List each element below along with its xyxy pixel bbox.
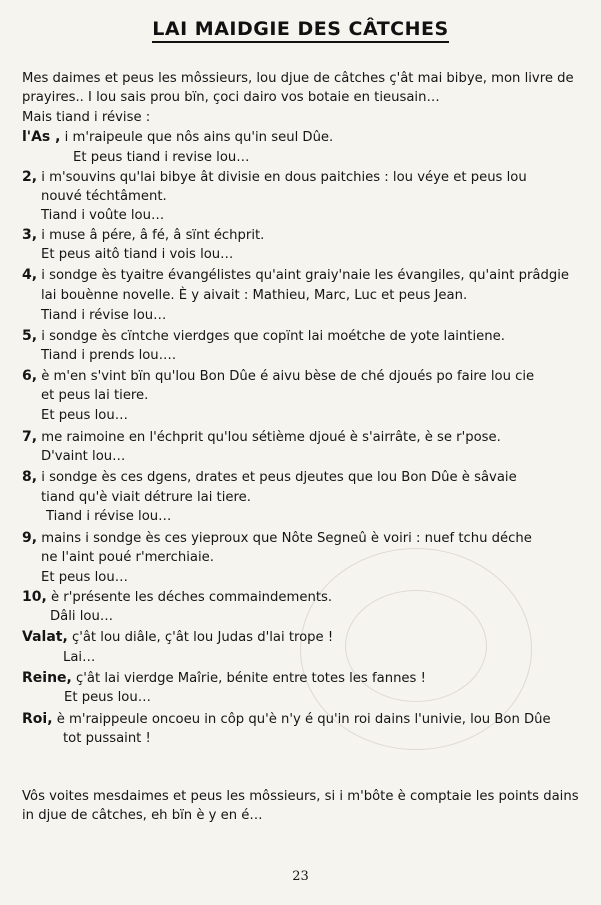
card-text: mains i sondge ès ces yieproux que Nôte Segneû è voiri : nuef tchu déche bbox=[37, 531, 532, 546]
card-continuation: lai bouènne novelle. È y aivait : Mathieu, Marc, Luc et peus Jean. bbox=[41, 288, 468, 303]
page-number: 23 bbox=[292, 869, 309, 884]
card-label: 8, bbox=[22, 469, 38, 485]
card-item-3 bbox=[22, 226, 264, 245]
page-title: LAI MAIDGIE DES CÂTCHES bbox=[0, 18, 601, 40]
card-continuation: tiand qu'è viait détrure lai tiere. bbox=[41, 490, 251, 505]
card-item-2 bbox=[22, 168, 527, 187]
card-follow: Et peus lou… bbox=[64, 690, 151, 705]
card-text: i m'souvins qu'lai bibye ât divisie en dous paitchies : lou véye et peus lou bbox=[37, 170, 527, 185]
card-text: ç'ât lai vierdge Maîrie, bénite entre totes les fannes ! bbox=[71, 671, 426, 686]
card-item-7 bbox=[22, 428, 501, 447]
card-item-as: l'As , i m'raipeule que nôs ains qu'in seul Dûe. bbox=[22, 129, 334, 145]
card-follow: Tiand i prends lou…. bbox=[41, 348, 177, 363]
card-item-roi bbox=[22, 710, 551, 729]
card-follow: D'vaint lou… bbox=[41, 449, 126, 464]
card-item-valat bbox=[22, 628, 333, 647]
card-continuation: et peus lai tiere. bbox=[41, 388, 149, 403]
card-follow: Et peus lou… bbox=[41, 408, 128, 423]
card-follow: Et peus lou… bbox=[41, 570, 128, 585]
card-label: 7, bbox=[22, 429, 38, 445]
card-text: i sondge ès cïntche vierdges que copïnt lai moétche de yote laintiene. bbox=[37, 329, 505, 344]
card-follow: Tiand i révise lou… bbox=[41, 308, 167, 323]
card-label: 9, bbox=[22, 530, 38, 546]
lead-line: Mais tiand i révise : bbox=[22, 110, 151, 125]
card-text: ç'ât lou diâle, ç'ât lou Judas d'lai trope ! bbox=[67, 630, 334, 645]
card-item-10 bbox=[22, 588, 332, 607]
card-item-4 bbox=[22, 266, 569, 285]
card-continuation: tot pussaint ! bbox=[63, 731, 151, 746]
card-follow: Tiand i voûte lou… bbox=[41, 208, 165, 223]
card-item-5 bbox=[22, 327, 505, 346]
card-label: Reine, bbox=[22, 670, 72, 686]
card-text: i sondge ès tyaitre évangélistes qu'aint graiy'naie les évangiles, qu'aint prâdgie bbox=[37, 268, 570, 283]
card-item-reine bbox=[22, 669, 426, 688]
card-text: me raimoine en l'échprit qu'lou sétième djoué è s'airrâte, è se r'pose. bbox=[37, 430, 501, 445]
card-label: 5, bbox=[22, 328, 38, 344]
card-label: l'As bbox=[22, 129, 51, 145]
card-item-8 bbox=[22, 468, 517, 487]
card-text: i muse â pére, â fé, â sïnt échprit. bbox=[37, 228, 265, 243]
card-follow: Et peus aitô tiand i vois lou… bbox=[41, 247, 234, 262]
closing-paragraph: Vôs voites mesdaimes et peus les môssieurs, si i m'bôte è comptaie les points dains in djue de câtches, eh bïn è y en é… bbox=[22, 789, 579, 823]
intro-paragraph: Mes daimes et peus les môssieurs, lou djue de câtches ç'ât mai bibye, mon livre de prayires.. I lou sais prou bïn, çoci dairo vos botaie en tieusain… bbox=[22, 71, 574, 105]
card-text: è m'en s'vint bïn qu'lou Bon Dûe é aivu bèse de ché djoués po faire lou cie bbox=[37, 369, 535, 384]
card-label: Roi, bbox=[22, 711, 53, 727]
card-label: 10, bbox=[22, 589, 47, 605]
card-continuation: nouvé téchtâment. bbox=[41, 189, 167, 204]
card-item-6 bbox=[22, 367, 534, 386]
card-text: è r'présente les déches commaindements. bbox=[46, 590, 333, 605]
card-label: Valat, bbox=[22, 629, 68, 645]
card-text: i sondge ès ces dgens, drates et peus djeutes que lou Bon Dûe è sâvaie bbox=[37, 470, 517, 485]
card-item-9 bbox=[22, 529, 532, 548]
card-label: 2, bbox=[22, 169, 38, 185]
card-follow: Tiand i révise lou… bbox=[46, 509, 172, 524]
card-continuation: ne l'aint poué r'merchiaie. bbox=[41, 550, 214, 565]
card-label: 3, bbox=[22, 227, 38, 243]
card-text: i m'raipeule que nôs ains qu'in seul Dûe. bbox=[60, 130, 334, 145]
card-follow: Lai… bbox=[63, 650, 96, 665]
card-follow: Et peus tiand i revise lou… bbox=[73, 150, 250, 165]
card-text: è m'raippeule oncoeu in côp qu'è n'y é qu'in roi dains l'univie, lou Bon Dûe bbox=[52, 712, 551, 727]
card-label: 6, bbox=[22, 368, 38, 384]
card-follow: Dâli lou… bbox=[50, 609, 114, 624]
card-label: 4, bbox=[22, 267, 38, 283]
